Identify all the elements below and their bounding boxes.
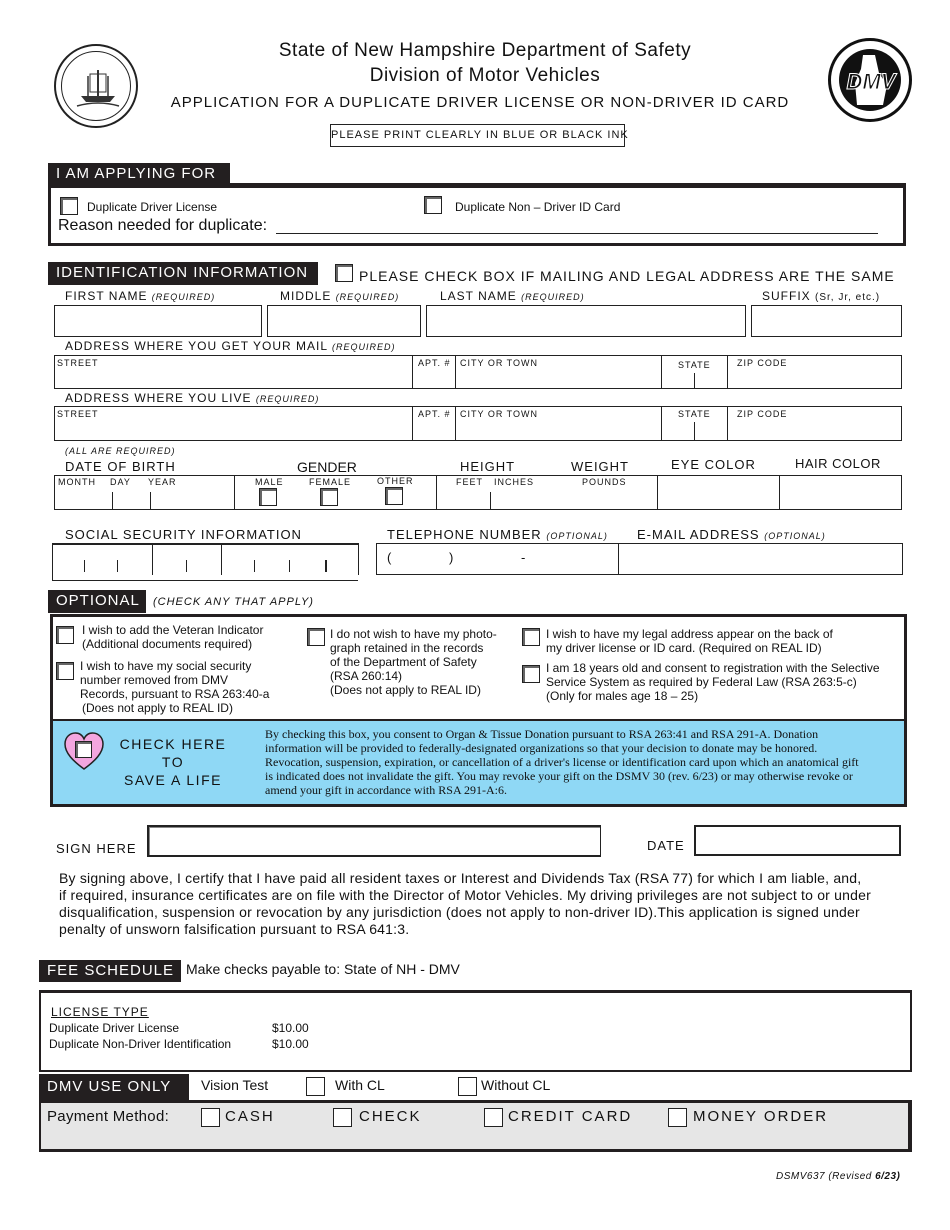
reason-input[interactable]: [276, 232, 878, 234]
form-number: DSMV637 (Revised 6/23): [776, 1171, 901, 1182]
save-a-life-label: CHECK HERE TO SAVE A LIFE: [119, 736, 227, 788]
without-cl-checkbox[interactable]: [458, 1077, 477, 1096]
dmv-logo-text: DMV: [846, 69, 896, 94]
organ-donor-checkbox[interactable]: [75, 741, 92, 758]
selective-service-checkbox[interactable]: [522, 665, 540, 683]
check-label: CHECK: [359, 1108, 422, 1125]
optional-subheader: (CHECK ANY THAT APPLY): [153, 596, 314, 608]
reason-label: Reason needed for duplicate:: [58, 217, 268, 234]
same-address-label: PLEASE CHECK BOX IF MAILING AND LEGAL ADDRESS ARE THE SAME: [359, 268, 895, 284]
gender-label: GENDER: [297, 459, 357, 475]
dob-year-input[interactable]: YEAR: [148, 477, 177, 487]
phone-open-paren: (: [387, 550, 392, 565]
hair-color-input[interactable]: [780, 476, 901, 509]
live-street-input[interactable]: STREET: [57, 409, 99, 419]
cash-label: CASH: [225, 1108, 275, 1125]
title-line-1: State of New Hampshire Department of Safety: [278, 40, 692, 61]
fee-row-0-amount: $10.00: [272, 1021, 309, 1035]
other-label: OTHER: [377, 476, 414, 486]
live-apt-input[interactable]: APT. #: [418, 409, 451, 419]
credit-card-label: CREDIT CARD: [508, 1108, 633, 1125]
live-state-input[interactable]: STATE: [678, 409, 711, 419]
state-seal-icon: [54, 44, 138, 128]
mail-apt-input[interactable]: APT. #: [418, 358, 451, 368]
payment-method-label: Payment Method:: [47, 1108, 170, 1125]
mail-address-label: ADDRESS WHERE YOU GET YOUR MAIL (REQUIRED): [65, 339, 396, 353]
credit-card-checkbox[interactable]: [484, 1108, 503, 1127]
dmv-logo-icon: [828, 38, 912, 122]
with-cl-checkbox[interactable]: [306, 1077, 325, 1096]
hair-color-label: HAIR COLOR: [795, 456, 881, 471]
applying-section: [48, 183, 906, 246]
male-label: MALE: [255, 477, 284, 487]
middle-input[interactable]: [267, 305, 421, 337]
identification-header: IDENTIFICATION INFORMATION: [48, 262, 318, 285]
organ-donation-text: By checking this box, you consent to Organ & Tissue Donation pursuant to RSA 263:41 and RSA 291-A. Donation information will be provided to federally-designated organizations so that your decision to donate may be honored. Revocation, suspension, expiration, or cancellation of a driver's license or identification card upon which an anatomical gift is indicated does not invalidate the gift. You may revoke your gift on the DSMV 30 (rev. 6/23) or may otherwise revoke or amend your gift in accordance with RSA 291-A:6.: [265, 727, 859, 797]
live-zip-input[interactable]: ZIP CODE: [737, 409, 788, 419]
cash-checkbox[interactable]: [201, 1108, 220, 1127]
height-label: HEIGHT: [460, 459, 516, 474]
ssn-input[interactable]: [52, 543, 358, 581]
middle-label: MIDDLE (REQUIRED): [280, 289, 400, 303]
feet-input[interactable]: FEET: [456, 477, 484, 487]
money-order-label: MONEY ORDER: [693, 1108, 829, 1125]
fee-schedule-header: FEE SCHEDULE: [39, 960, 181, 982]
weight-input[interactable]: POUNDS: [582, 477, 627, 487]
duplicate-id-label: Duplicate Non – Driver ID Card: [455, 200, 621, 214]
money-order-checkbox[interactable]: [668, 1108, 687, 1127]
without-cl-label: Without CL: [481, 1077, 551, 1093]
mail-city-input[interactable]: CITY OR TOWN: [460, 358, 539, 368]
female-label: FEMALE: [309, 477, 352, 487]
photo-retention-text: I do not wish to have my photo- graph retained in the records of the Department of Safety (RSA 260:14) (Does not apply to REAL ID): [330, 627, 497, 697]
live-address-label: ADDRESS WHERE YOU LIVE (REQUIRED): [65, 391, 320, 405]
email-input[interactable]: [620, 545, 900, 573]
applying-header: I AM APPLYING FOR: [48, 163, 230, 184]
duplicate-driver-label: Duplicate Driver License: [87, 200, 218, 214]
duplicate-driver-checkbox[interactable]: [60, 197, 78, 215]
weight-label: WEIGHT: [571, 459, 629, 474]
optional-header: OPTIONAL: [48, 590, 146, 613]
legal-address-text: I wish to have my legal address appear on the back of my driver license or ID card. (Required on REAL ID): [546, 627, 833, 655]
all-required-label: (ALL ARE REQUIRED): [65, 446, 176, 456]
payable-text: Make checks payable to: State of NH - DMV: [186, 961, 460, 977]
license-type-label: LICENSE TYPE: [51, 1005, 149, 1019]
live-city-input[interactable]: CITY OR TOWN: [460, 409, 539, 419]
last-name-label: LAST NAME (REQUIRED): [440, 289, 585, 303]
vision-test-label: Vision Test: [201, 1077, 269, 1093]
veteran-checkbox[interactable]: [56, 626, 74, 644]
female-checkbox[interactable]: [320, 488, 338, 506]
mail-zip-input[interactable]: ZIP CODE: [737, 358, 788, 368]
fee-row-1: Duplicate Non-Driver Identification: [49, 1037, 232, 1051]
form-title: APPLICATION FOR A DUPLICATE DRIVER LICENSE OR NON-DRIVER ID CARD: [170, 94, 790, 111]
dmv-use-header: DMV USE ONLY: [39, 1074, 189, 1101]
selective-service-text: I am 18 years old and consent to registration with the Selective Service System as required by Federal Law (RSA 263:5-c) (Only for males age 18 – 25): [546, 661, 880, 703]
mail-state-input[interactable]: STATE: [678, 360, 711, 370]
date-label: DATE: [647, 838, 685, 853]
check-checkbox[interactable]: [333, 1108, 352, 1127]
fee-row-0: Duplicate Driver License: [49, 1021, 180, 1035]
dob-month-input[interactable]: MONTH: [58, 477, 96, 487]
date-input[interactable]: [694, 825, 901, 856]
with-cl-label: With CL: [335, 1077, 385, 1093]
print-notice: PLEASE PRINT CLEARLY IN BLUE OR BLACK INK: [331, 129, 629, 141]
phone-close-paren: ): [449, 550, 454, 565]
title-line-2: Division of Motor Vehicles: [369, 65, 601, 86]
legal-address-checkbox[interactable]: [522, 628, 540, 646]
signature-input[interactable]: [147, 825, 601, 857]
veteran-text: I wish to add the Veteran Indicator (Additional documents required): [82, 623, 264, 651]
suffix-label: SUFFIX (Sr, Jr, etc.): [762, 289, 881, 303]
photo-retention-checkbox[interactable]: [307, 628, 325, 646]
inches-input[interactable]: INCHES: [494, 477, 535, 487]
mail-street-input[interactable]: STREET: [57, 358, 99, 368]
eye-color-label: EYE COLOR: [671, 457, 756, 472]
same-address-checkbox[interactable]: [335, 264, 353, 282]
ssn-removed-text: I wish to have my social security number removed from DMV Records, pursuant to RSA 263:40-a (Does not apply to REAL ID): [80, 659, 270, 715]
first-name-label: FIRST NAME (REQUIRED): [65, 289, 216, 303]
sign-here-label: SIGN HERE: [56, 841, 137, 856]
dob-day-input[interactable]: DAY: [110, 477, 131, 487]
fee-row-1-amount: $10.00: [272, 1037, 309, 1051]
certification-text: By signing above, I certify that I have paid all resident taxes or Interest and Dividends Tax (RSA 77) for which I am liable, and, if required, insurance certificates are on file with the Director of Motor Vehicles. My driving privileges are not subject to or under disqualification, suspension or revocation by any jurisdiction (does not apply to non-driver ID).This application is signed under penalty of unsworn falsification pursuant to RSA 641:3.: [59, 870, 871, 937]
dob-label: DATE OF BIRTH: [65, 459, 176, 474]
first-name-input[interactable]: [54, 305, 262, 337]
phone-input[interactable]: [378, 545, 616, 573]
suffix-input[interactable]: [751, 305, 902, 337]
print-notice-box: [330, 124, 629, 147]
ssn-label: SOCIAL SECURITY INFORMATION: [65, 527, 302, 542]
phone-dash: -: [521, 550, 526, 565]
email-label: E-MAIL ADDRESS (OPTIONAL): [637, 527, 826, 542]
duplicate-id-checkbox[interactable]: [424, 196, 442, 214]
ssn-removed-checkbox[interactable]: [56, 662, 74, 680]
eye-color-input[interactable]: [658, 476, 778, 509]
phone-label: TELEPHONE NUMBER (OPTIONAL): [387, 527, 608, 542]
last-name-input[interactable]: [426, 305, 746, 337]
other-checkbox[interactable]: [385, 487, 403, 505]
male-checkbox[interactable]: [259, 488, 277, 506]
